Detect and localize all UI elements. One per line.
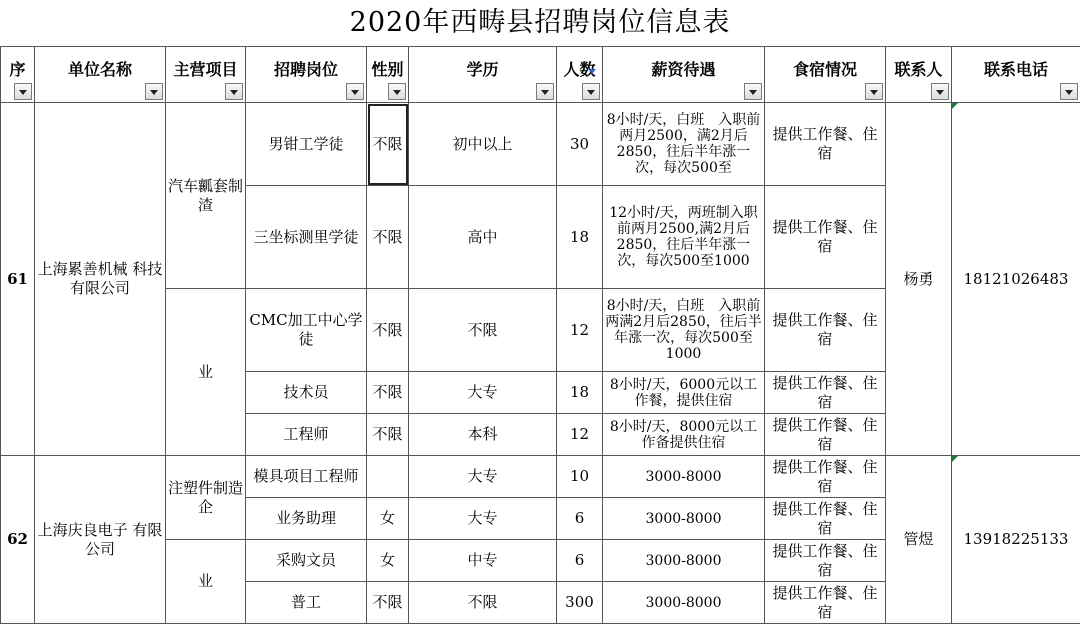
post-cell[interactable]: 采购文员: [246, 540, 367, 582]
col-header-contact: 联系人: [886, 47, 952, 103]
post-cell[interactable]: 男钳工学徒: [246, 103, 367, 186]
gender-cell[interactable]: 不限: [367, 186, 409, 289]
phone-cell[interactable]: 18121026483: [952, 103, 1080, 456]
lodging-cell[interactable]: 提供工作餐、住宿: [765, 498, 886, 540]
col-header-salary: 薪资待遇: [603, 47, 765, 103]
col-header-seq: 序: [1, 47, 35, 103]
filter-dropdown-icon[interactable]: [1060, 83, 1078, 100]
count-cell[interactable]: 300: [557, 582, 603, 624]
business-cell[interactable]: 业: [166, 289, 246, 456]
post-cell[interactable]: 三坐标测里学徒: [246, 186, 367, 289]
count-cell[interactable]: 10: [557, 456, 603, 498]
education-cell[interactable]: 本科: [409, 414, 557, 456]
education-cell[interactable]: 不限: [409, 582, 557, 624]
filter-dropdown-icon[interactable]: [145, 83, 163, 100]
count-cell[interactable]: 18: [557, 186, 603, 289]
post-cell[interactable]: 普工: [246, 582, 367, 624]
gender-cell[interactable]: 不限: [367, 582, 409, 624]
contact-cell[interactable]: 管煜: [886, 456, 952, 624]
count-cell[interactable]: 18: [557, 372, 603, 414]
contact-cell[interactable]: 杨勇: [886, 103, 952, 456]
education-cell[interactable]: 初中以上: [409, 103, 557, 186]
post-cell[interactable]: 工程师: [246, 414, 367, 456]
company-name-cell[interactable]: 上海累善机械 科技有限公司: [35, 103, 166, 456]
job-table: [0, 46, 1080, 624]
business-cell[interactable]: 汽车瓤套制渣: [166, 103, 246, 289]
filter-dropdown-icon[interactable]: [225, 83, 243, 100]
filter-dropdown-icon[interactable]: [536, 83, 554, 100]
lodging-cell[interactable]: 提供工作餐、住宿: [765, 540, 886, 582]
seq-cell[interactable]: 62: [1, 456, 35, 624]
count-cell[interactable]: 30: [557, 103, 603, 186]
lodging-cell[interactable]: 提供工作餐、住宿: [765, 414, 886, 456]
education-cell[interactable]: 大专: [409, 456, 557, 498]
lodging-cell[interactable]: 提供工作餐、住宿: [765, 582, 886, 624]
business-cell[interactable]: 业: [166, 540, 246, 624]
lodging-cell[interactable]: 提供工作餐、住宿: [765, 456, 886, 498]
lodging-cell[interactable]: 提供工作餐、住宿: [765, 186, 886, 289]
seq-cell[interactable]: 61: [1, 103, 35, 456]
salary-cell[interactable]: 3000-8000: [603, 456, 765, 498]
salary-cell[interactable]: 8小时/天，6000元以工作餐，提供住宿: [603, 372, 765, 414]
lodging-cell[interactable]: 提供工作餐、住宿: [765, 103, 886, 186]
salary-cell[interactable]: 3000-8000: [603, 540, 765, 582]
table-row: [1, 456, 1080, 498]
gender-cell[interactable]: 女: [367, 540, 409, 582]
count-cell[interactable]: 6: [557, 540, 603, 582]
sort-indicator-icon: [588, 69, 596, 74]
education-cell[interactable]: 高中: [409, 186, 557, 289]
company-name-cell[interactable]: 上海庆良电子 有限公司: [35, 456, 166, 624]
gender-cell[interactable]: 女: [367, 498, 409, 540]
col-header-business: 主营项目: [166, 47, 246, 103]
count-cell[interactable]: 12: [557, 414, 603, 456]
salary-cell[interactable]: 8小时/天，8000元以工作备提供住宿: [603, 414, 765, 456]
education-cell[interactable]: 大专: [409, 498, 557, 540]
post-cell[interactable]: 业务助理: [246, 498, 367, 540]
table-row: [1, 103, 1080, 186]
business-cell[interactable]: 注塑件制造企: [166, 456, 246, 540]
filter-dropdown-icon[interactable]: [14, 83, 32, 100]
col-header-education: 学历: [409, 47, 557, 103]
col-header-count: 人数: [557, 47, 603, 103]
filter-dropdown-icon[interactable]: [744, 83, 762, 100]
education-cell[interactable]: 大专: [409, 372, 557, 414]
salary-cell[interactable]: 8小时/天，白班 入职前两满2月后2850，往后半年涨一次，每次500至1000: [603, 289, 765, 372]
salary-cell[interactable]: 3000-8000: [603, 498, 765, 540]
salary-cell[interactable]: 12小时/天，两班制入职前两月2500,满2月后2850，往后半年涨一次，每次500至1000: [603, 186, 765, 289]
page-title: 2020年西畴县招聘岗位信息表: [0, 0, 1080, 47]
filter-dropdown-icon[interactable]: [865, 83, 883, 100]
col-header-gender: 性别: [367, 47, 409, 103]
lodging-cell[interactable]: 提供工作餐、住宿: [765, 372, 886, 414]
salary-cell[interactable]: 8小时/天，白班 入职前两月2500，满2月后2850，往后半年涨一次，每次500至: [603, 103, 765, 186]
gender-cell[interactable]: 不限: [367, 414, 409, 456]
gender-cell-selected[interactable]: 不限: [367, 103, 409, 186]
post-cell[interactable]: 模具项目工程师: [246, 456, 367, 498]
count-cell[interactable]: 12: [557, 289, 603, 372]
filter-dropdown-icon[interactable]: [931, 83, 949, 100]
filter-dropdown-icon[interactable]: [346, 83, 364, 100]
education-cell[interactable]: 不限: [409, 289, 557, 372]
gender-cell[interactable]: 不限: [367, 289, 409, 372]
col-header-lodging: 食宿情况: [765, 47, 886, 103]
col-header-phone: 联系电话: [952, 47, 1080, 103]
post-cell[interactable]: CMC加工中心学徒: [246, 289, 367, 372]
salary-cell[interactable]: 3000-8000: [603, 582, 765, 624]
col-header-company: 单位名称: [35, 47, 166, 103]
col-header-post: 招聘岗位: [246, 47, 367, 103]
phone-cell[interactable]: 13918225133: [952, 456, 1080, 624]
filter-dropdown-icon[interactable]: [582, 83, 600, 100]
gender-cell[interactable]: [367, 456, 409, 498]
header-row: [1, 47, 1080, 103]
filter-dropdown-icon[interactable]: [388, 83, 406, 100]
post-cell[interactable]: 技术员: [246, 372, 367, 414]
gender-cell[interactable]: 不限: [367, 372, 409, 414]
count-cell[interactable]: 6: [557, 498, 603, 540]
lodging-cell[interactable]: 提供工作餐、住宿: [765, 289, 886, 372]
education-cell[interactable]: 中专: [409, 540, 557, 582]
